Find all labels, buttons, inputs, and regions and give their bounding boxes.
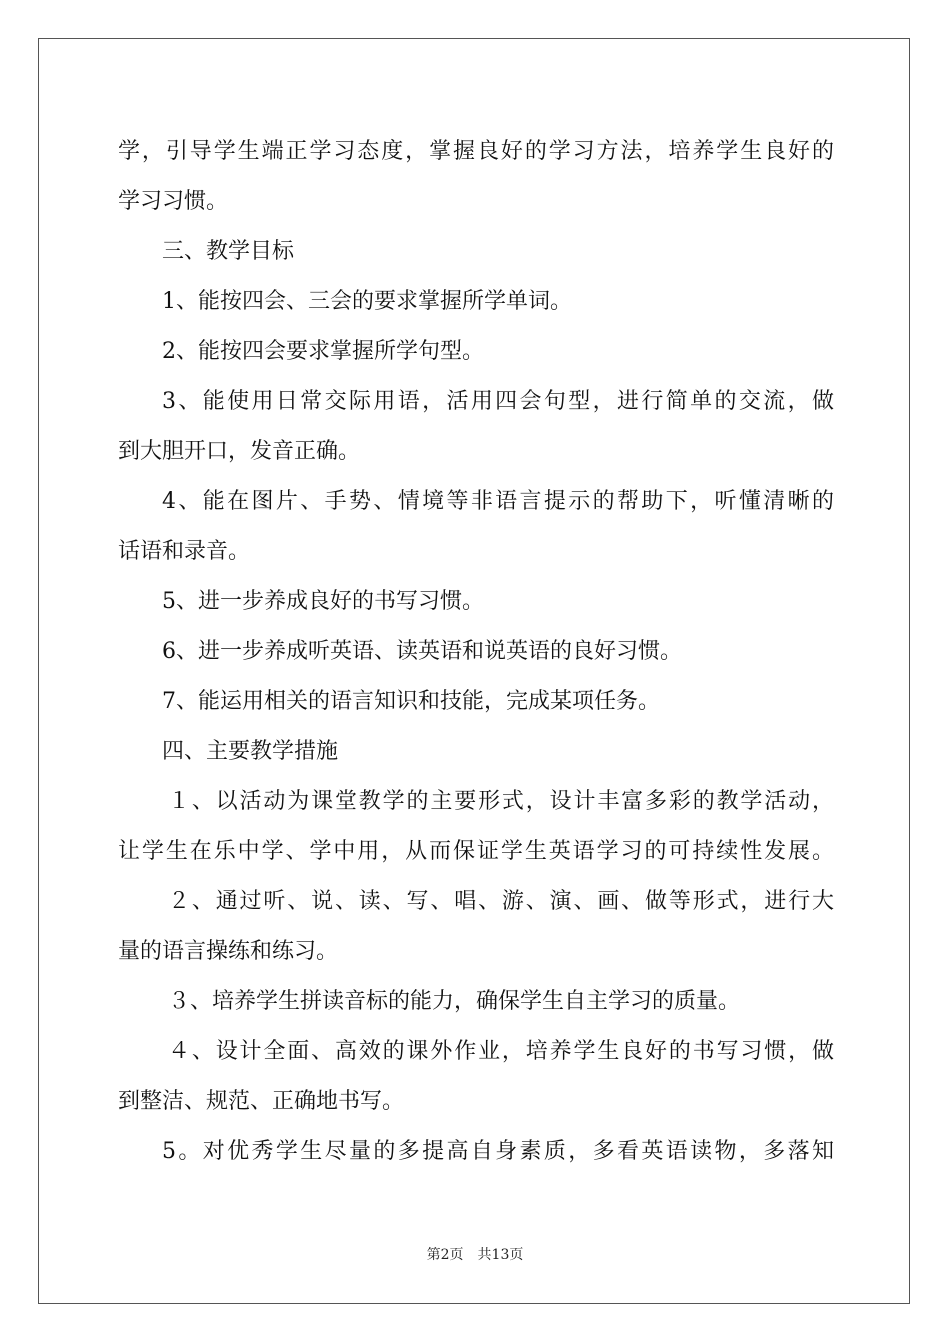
list-item: 7、能运用相关的语言知识和技能，完成某项任务。	[162, 689, 660, 714]
paragraph-line: 到大胆开口，发音正确。	[118, 439, 361, 464]
page-number: 第2页 共13页	[426, 1247, 524, 1263]
list-item: １、以活动为课堂教学的主要形式，设计丰富多彩的教学活动，	[168, 789, 834, 814]
paragraph-line: 话语和录音。	[118, 539, 251, 564]
list-item: 2、能按四会要求掌握所学句型。	[162, 339, 484, 364]
list-item: 5。对优秀学生尽量的多提高自身素质，多看英语读物，多落知	[162, 1139, 834, 1164]
list-item: ４、设计全面、高效的课外作业，培养学生良好的书写习惯，做	[168, 1039, 834, 1064]
list-item: 4、能在图片、手势、情境等非语言提示的帮助下，听懂清晰的	[162, 489, 834, 514]
paragraph-line: 量的语言操练和练习。	[118, 939, 339, 964]
document-body	[118, 127, 834, 1177]
paragraph-line: 到整洁、规范、正确地书写。	[118, 1089, 405, 1114]
paragraph-line: 学习习惯。	[118, 189, 229, 214]
paragraph-line: 学，引导学生端正学习态度，掌握良好的学习方法，培养学生良好的	[118, 139, 834, 164]
list-item: 6、进一步养成听英语、读英语和说英语的良好习惯。	[162, 639, 682, 664]
paragraph-line: 让学生在乐中学、学中用，从而保证学生英语学习的可持续性发展。	[118, 839, 834, 864]
list-item: 1、能按四会、三会的要求掌握所学单词。	[162, 289, 572, 314]
list-item: ３、培养学生拼读音标的能力，确保学生自主学习的质量。	[168, 989, 741, 1014]
section-heading: 三、教学目标	[162, 239, 295, 264]
section-heading: 四、主要教学措施	[162, 739, 339, 764]
list-item: 3、能使用日常交际用语，活用四会句型，进行简单的交流，做	[162, 389, 834, 414]
list-item: 5、进一步养成良好的书写习惯。	[162, 589, 484, 614]
list-item: ２、通过听、说、读、写、唱、游、演、画、做等形式，进行大	[168, 889, 834, 914]
